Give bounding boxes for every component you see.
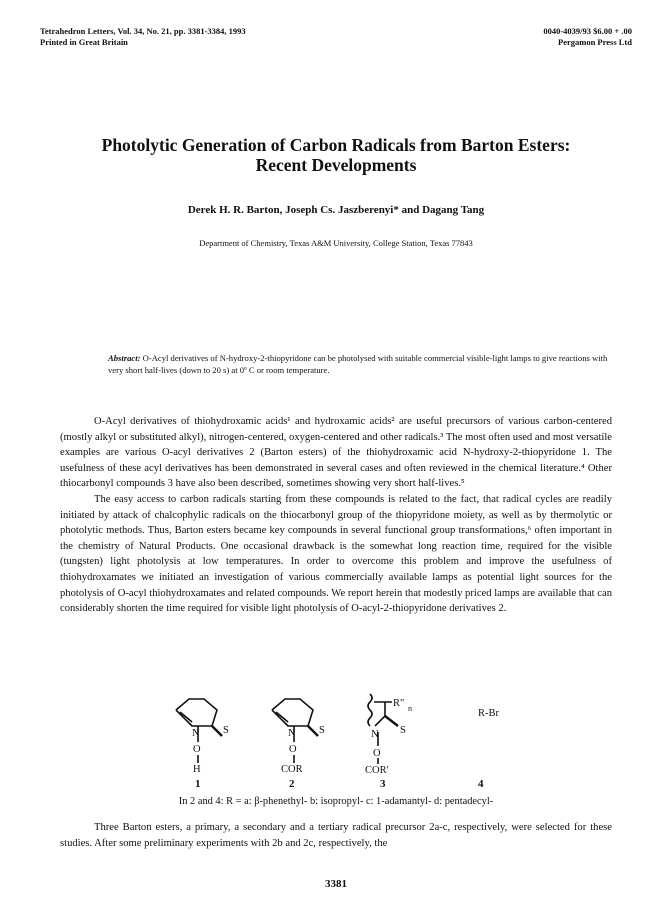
struct2-COR: COR (281, 764, 303, 775)
struct1-H: H (193, 764, 201, 775)
structure-2-ring (272, 699, 313, 726)
title-line-1: Photolytic Generation of Carbon Radicals from Barton Esters: (101, 135, 571, 155)
structure-caption: In 2 and 4: R = a: β-phenethyl- b: isopropyl- c: 1-adamantyl- d: pentadecyl- (178, 796, 494, 807)
structure-1-ring (176, 699, 217, 726)
abstract-text: O-Acyl derivatives of N-hydroxy-2-thiopyridone can be photolysed with suitable commercial visible-light lamps to give reactions with very short half-lives (down to 20 s) at 0º C or room temperature. (108, 353, 608, 375)
body-text-block-2 (60, 820, 612, 851)
struct3-S: S (400, 725, 406, 736)
struct4-number: 4 (478, 778, 484, 790)
abstract-label: Abstract: (108, 353, 141, 363)
paragraph-3: Three Barton esters, a primary, a secondary and a tertiary radical precursor 2a-c, respectively, were selected for these studies. After some preliminary experiments with 2b and 2c, respectively, the (60, 822, 612, 849)
paragraph-1: O-Acyl derivatives of thiohydroxamic acids¹ and hydroxamic acids² are useful precursors of various carbon-centered (mostly alkyl or substituted alkyl), nitrogen-centered, oxygen-centered and other radicals.³ The most often used and most versatile examples are various O-acyl derivatives 2 (Barton esters) of the thiohydroxamic acid N-hydroxy-2-thiopyridone 1. The usefulness of these acyl derivatives has been demonstrated in several cases and often reviewed in the chemical literature.⁴ Other thiocarbonyl compounds 3 have also been described, sometimes showing very short half-lives.⁵ (60, 416, 612, 490)
struct1-S: S (223, 725, 229, 736)
journal-citation: Tetrahedron Letters, Vol. 34, No. 21, pp. 3381-3384, 1993 (40, 26, 246, 36)
struct2-S: S (319, 725, 325, 736)
struct3-N: N (371, 729, 379, 740)
paragraph-2: The easy access to carbon radicals starting from these compounds is related to the fact, that radical cycles are readily initiated by attack of chalcophylic radicals on the thiocarbonyl group of the thiopyridone moiety, as well as by thermolytic or photolytic methods. Thus, Barton esters became key compounds in several functional group transformations,⁶ often important in the chemistry of Natural Products. One occasional drawback is the somewhat long reaction time, required for the visible (tungsten) light photolysis at low temperatures. In order to overcome this problem and improve the usefulness of thiohydroxamates we initiated an investigation of various commercially available lamps as potential light sources for the photolysis of O-acyl thiohydroxamates and related compounds. We report herein that modestly priced lamps are available that can considerably shorten the time required for visible light photolysis of O-acyl-2-thiopyridone derivatives 2. (60, 493, 612, 615)
authors: Derek H. R. Barton, Joseph Cs. Jaszberenyi* and Dagang Tang (187, 204, 485, 216)
page-number: 3381 (325, 878, 347, 890)
struct2-N: N (288, 728, 296, 739)
struct4-formula: R-Br (478, 708, 499, 719)
struct3-O: O (373, 748, 381, 759)
publisher-name: Pergamon Press Ltd (558, 37, 632, 47)
struct1-N: N (192, 728, 200, 739)
affiliation: Department of Chemistry, Texas A&M University, College Station, Texas 77843 (199, 238, 473, 248)
struct3-n: n (408, 704, 412, 713)
struct3-number: 3 (380, 778, 386, 790)
struct2-O: O (289, 744, 297, 755)
issn-code: 0040-4039/93 $6.00 + .00 (543, 26, 632, 36)
struct1-number: 1 (195, 778, 201, 790)
struct3-R: R" (393, 698, 405, 709)
struct1-O: O (193, 744, 201, 755)
struct3-COR: COR' (365, 765, 389, 776)
printed-in: Printed in Great Britain (40, 37, 128, 47)
title-line-2: Recent Developments (255, 155, 417, 175)
structure-3-wavy (368, 694, 372, 726)
struct2-number: 2 (289, 778, 295, 790)
